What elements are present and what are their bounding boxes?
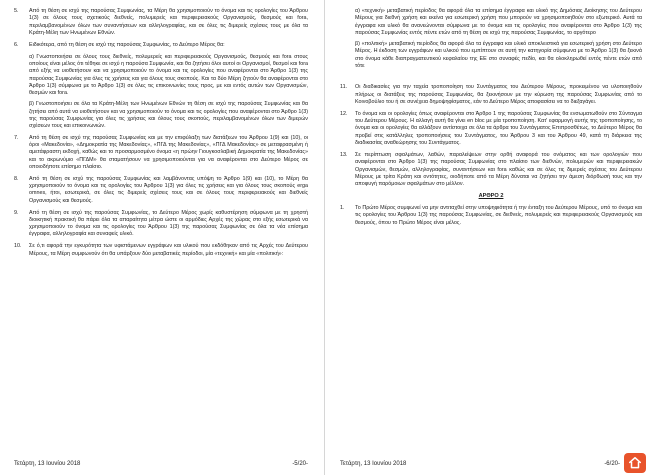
paragraph (14, 8, 308, 37)
paragraph (340, 84, 642, 106)
paragraph (340, 152, 642, 188)
paragraph (14, 135, 308, 171)
subparagraph-a: α) Γνωστοποιήσει σε όλους τους διεθνείς, πολυμερείς και περιφερειακούς Οργανισμούς, θεσμούς και fora στους οποίους είναι μέλος ότι τέθηκε σε ισχύ η παρούσα Συμφωνία, και θα ζητήσει όλοι αυτοί οι Οργανισμοί, θεσμοί και fora από εξής να υιοθετήσουν και να χρησιμοποιούν το όνομα και τις ορολογίες που αναφέρονται στο Άρθρο 1(3) της παρούσας Συμφωνίας για όλες τις χρήσεις και για όλους τους σκοπούς. Και τα δύο Μέρη ζητούν θα αναφέρονται στο Άρθρο 1(3) σύμφωνα με το Άρθρο 1(3) σε όλες τις επικοινωνίες τους προς, με και εντός αυτών των Οργανισμών, θεσμών και fora. (29, 53, 308, 97)
subparagraph-b: β) Γνωστοποιήσει σε όλα τα Κράτη-Μέλη των Ηνωμένων Εθνών τη θέση σε ισχύ της παρούσας Συμφωνίας και θα ζητήσει από αυτά να υιοθετήσουν και να χρησιμοποιούν το όνομα και τις ορολογίες που αναφέρονται στο Άρθρο 1(3) της παρούσας Συμφωνίας για όλες τις χρήσεις και όλους τους σκοπούς, περιλαμβανομένων όλων των διμερών σχέσεων τους και επικοινωνιών. (29, 101, 308, 130)
footer-page-number: -6/20- (604, 461, 620, 467)
footer-page-number: -5/20- (292, 461, 308, 467)
paragraph (14, 243, 308, 258)
paragraph-text: Οι διαδικασίες για την ταχεία τροποποίηση του Συντάγματος του Δεύτερου Μέρους, προκειμένου να υλοποιηθούν πλήρως οι διατάξεις της παρούσας Συμφωνίας, θα ξεκινήσουν με την κύρωση της παρούσας Συμφωνίας από το Κοινοβούλιο του ή σε συνέχεια δημοψηφίσματος, εάν το Δεύτερο Μέρος αποφασίσει να το διεξαγάγει. (355, 84, 642, 105)
paragraph (340, 111, 642, 147)
paragraph-number: 12. (340, 110, 348, 117)
subparagraph-a: α) «τεχνική» μεταβατική περίοδος θα αφορά όλα τα επίσημα έγγραφα και υλικό της Δημόσιας Διοίκησης του Δεύτερου Μέρους για διεθνή χρήση και εκείνα για εσωτερική χρήση που μπορούν να χρησιμοποιηθούν στο εξωτερικό. Αυτά τα έγγραφα και υλικό θα ανανεώνονται σύμφωνα με το όνομα και τις ορολογίες που αναφέρονται στο Άρθρο 1(3) της παρούσας Συμφωνίας εντός πέντε ετών από τη θέση σε ισχύ της παρούσας Συμφωνίας, το αργότερο (355, 8, 642, 36)
paragraph-text: Το Πρώτο Μέρος συμφωνεί να μην αντιταχθεί στην υποψηφιότητα ή την ένταξη του Δεύτερου Μέρους, υπό το όνομα και τις ορολογίες του Άρθρου 1(3) της παρούσας Συμφωνίας, σε διεθνείς, πολυμερείς και περιφερειακούς Οργανισμούς και θεσμούς, όπου το Πρώτο Μέρος είναι μέλος. (355, 205, 642, 226)
spacer (340, 74, 642, 84)
paragraph-number: 8. (14, 175, 19, 182)
paragraph-number: 9. (14, 209, 19, 216)
paragraph-number: 10. (14, 243, 22, 250)
paragraph-text: Από τη θέση σε ισχύ της παρούσας Συμφωνίας και με την επιφύλαξη των διατάξεων του Άρθρου 1(9) και (10), οι όροι «Μακεδονία», «Δημοκρατία της Μακεδονίας», «ΠΓΔ της Μακεδονίας», «ΠΓΔ Μακεδονίας» σε μεταφρασμένη ή αμετάφραστη εκδοχή, καθώς και το προσαρμοσμένο όνομα «η πρώην Γιουγκοσλαβική Δημοκρατία της Μακεδονίας» και το ακρωνύμιο «ΠΓΔΜ» θα σταματήσουν να χρησιμοποιούνται για να αναφέρονται στο Δεύτερο Μέρος σε οποιοδήποτε επίσημο πλαίσιο. (29, 134, 308, 170)
paragraph-text: Από τη θέση σε ισχύ της παρούσας Συμφωνίας, το Δεύτερο Μέρος χωρίς καθυστέρηση σύμφωνα με τη χρηστή διοικητική πρακτική θα πάρει όλα τα απαραίτητα μέτρα ώστε οι αρμόδιες Αρχές της χώρας στο εξής εσωτερικά να χρησιμοποιούν το όνομα και τις ορολογίες του Άρθρου 1(3) της παρούσας Συμφωνίας σε όλα τα νέα επίσημα έγγραφα, αλληλογραφία και συναφείς υλικό. (29, 209, 308, 238)
paragraph-text: Από τη θέση σε ισχύ της παρούσας Συμφωνίας, τα Μέρη θα χρησιμοποιούν το όνομα και τις ορολογίες του Άρθρου 1(3) σε όλους τους σχετικούς διεθνείς, πολυμερείς και περιφερειακούς Οργανισμούς, θεσμούς και fora, περιλαμβανομένων όλων των συναντήσεων και αλληλογραφίας, και σε όλες τις διμερείς σχέσεις τους με όλα τα Κράτη-Μέλη των Ηνωμένων Εθνών. (29, 8, 308, 36)
footer-date: Τετάρτη, 13 Ιουνίου 2018 (14, 461, 81, 467)
paragraph-text: Ειδικότερα, από τη θέση σε ισχύ της παρούσας Συμφωνίας, το Δεύτερο Μέρος θα: (29, 41, 225, 48)
paragraph-number: 5. (14, 8, 19, 14)
right-footer (340, 461, 620, 467)
right-page (328, 0, 650, 475)
home-icon[interactable] (624, 453, 646, 473)
left-footer (14, 461, 308, 467)
footer-date: Τετάρτη, 13 Ιουνίου 2018 (340, 461, 407, 467)
left-page (0, 0, 322, 475)
paragraph-number: 11. (340, 84, 348, 91)
article-title: ΑΡΘΡΟ 2 (478, 193, 504, 200)
paragraph-number: 13. (340, 151, 348, 158)
paragraph-text: Σε περίπτωση σφαλμάτων, λαθών, παραλείψεων στην ορθή αναφορά του ονόματος και των ορολογιών που αναφέρονται στο Άρθρο 1(3) της παρούσας Συμφωνίας στο πλαίσιο των διεθνών, πολυμερών και περιφερειακών Οργανισμών, θεσμών, αλληλογραφίας, συναντήσεων και fora καθώς και σε όλες τις διμερείς σχέσεις του Δεύτερου Μέρους με τρίτα Κράτη και οντότητες, οιοδήποτε από τα Μέρη δύναται να ζητήσει την άμεση διόρθωσή τους και την αποφυγή παρόμοιων σφαλμάτων στο μέλλον. (355, 151, 642, 188)
page-divider (324, 0, 325, 475)
paragraph (14, 176, 308, 205)
paragraph-number: 1. (340, 205, 345, 212)
paragraph-text: Το όνομα και οι ορολογίες όπως αναφέρονται στο Άρθρο 1 της παρούσας Συμφωνίας θα ενσωματωθούν στο Σύνταγμα του Δεύτερου Μέρους. Η αλλαγή αυτή θα γίνει en bloc με μία τροποποίηση. Κατ' εφαρμογή αυτής της τροποποίησης, το όνομα και οι ορολογίες θα αλλάξουν αντίστοιχα σε όλα τα άρθρα του Συντάγματος Επιπροσθέτως, το Δεύτερο Μέρος θα προβεί στις κατάλληλες τροποποιήσεις του Συντάγματος, του Άρθρου 3 και του Άρθρου 49, κατά τη διάρκεια της διαδικασίας αναθεώρησης του Συντάγματος. (355, 110, 642, 147)
paragraph-text: Σε ό,τι αφορά την εγκυρότητα των υφιστάμενων εγγράφων και υλικού που εκδόθηκαν από τις Αρχές του Δεύτερου Μέρους, τα Μέρη συμφωνούν ότι θα υπάρξουν δύο μεταβατικές περίοδοι, μία «τεχνική» και μία «πολιτική»: (29, 243, 308, 257)
paragraph-text: Από τη θέση σε ισχύ της παρούσας Συμφωνίας και λαμβάνοντας υπόψη το Άρθρο 1(9) και (10), το Μέρη θα χρησιμοποιούν το όνομα και τις ορολογίες του Άρθρου 1(3) για όλες τις χρήσεις και για όλους τους σκοπούς erga omnes, ήτοι, εσωτερικά, σε όλες τις διμερείς σχέσεις τους και σε όλους τους περιφερειακούς και διεθνείς Οργανισμούς και θεσμούς. (29, 175, 308, 204)
home-icon-graphic (628, 456, 642, 470)
paragraph (340, 205, 642, 227)
paragraph-number: 7. (14, 134, 19, 141)
subparagraph-b: β) «πολιτική» μεταβατική περίοδος θα αφορά όλα τα έγγραφα και υλικό αποκλειστικά για εσωτερική χρήση στο Δεύτερο Μέρος. Η έκδοση των εγγράφων και υλικού που εμπίπτουν σε αυτή την κατηγορία σύμφωνα με το Άρθρο 1(3) θα ξεκινά στο όνομα κάθε διαπραγματευτικού κεφαλαίου της ΕΕ στο συναφές πεδίο, και θα ολοκληρωθεί εντός πέντε ετών από τότε (355, 41, 642, 70)
paragraph-number: 6. (14, 41, 19, 48)
paragraph (14, 210, 308, 239)
paragraph (14, 42, 308, 49)
